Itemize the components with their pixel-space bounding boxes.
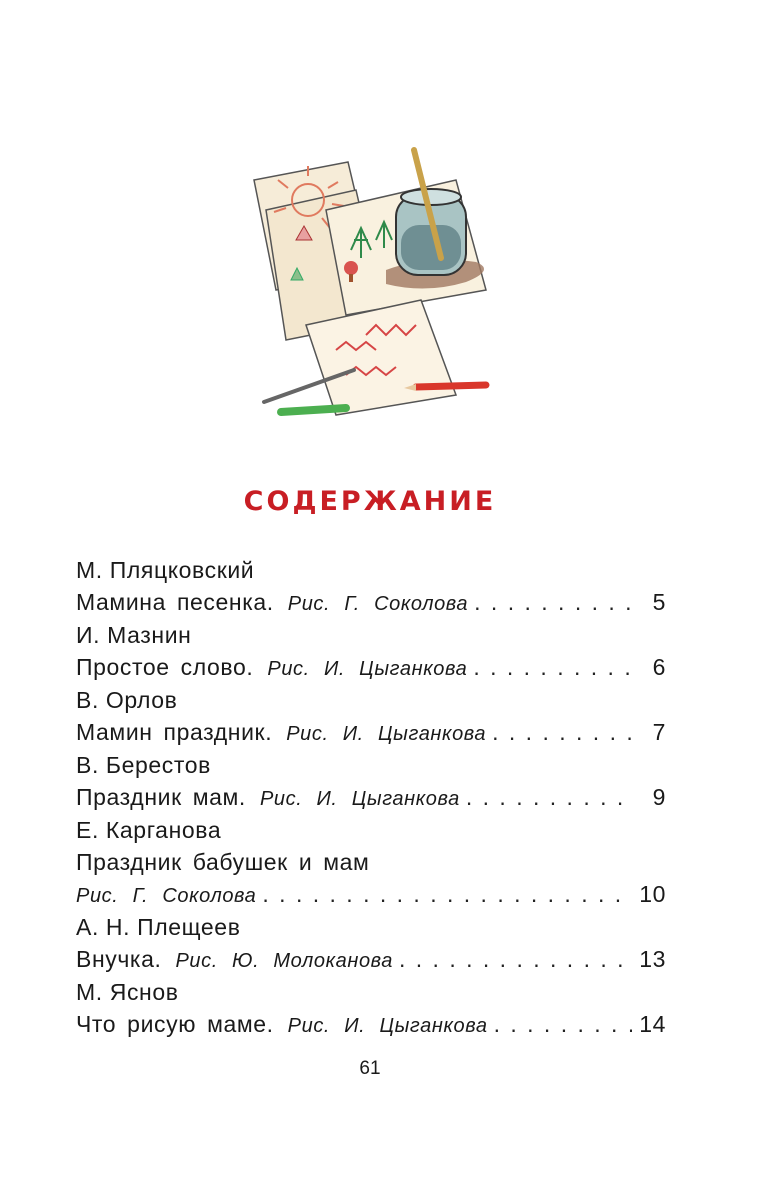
toc-entry (76, 749, 666, 813)
toc-title: Внучка. (76, 946, 162, 972)
toc-entry (76, 814, 666, 910)
toc-title: Праздник бабушек и мам (76, 849, 370, 875)
toc-page-number: 7 (652, 719, 666, 745)
toc-author: М. Яснов (76, 979, 179, 1005)
toc-entry (76, 619, 666, 683)
toc-page-number: 6 (652, 654, 666, 680)
toc-title-line[interactable] (76, 846, 666, 878)
toc-leader-dots (399, 943, 632, 975)
toc-title-line[interactable] (76, 1008, 666, 1040)
page-number: 61 (359, 1058, 381, 1079)
toc-title-line[interactable] (76, 651, 666, 683)
toc-author: А. Н. Плещеев (76, 914, 241, 940)
toc-page-number: 5 (652, 589, 666, 615)
toc-entry (76, 554, 666, 618)
toc-illustrator: Рис. Ю. Молоканова (175, 950, 393, 972)
toc-entry (76, 684, 666, 748)
toc-title: Мамина песенка. (76, 589, 274, 615)
toc-page-number: 13 (639, 946, 666, 972)
toc-title-line[interactable] (76, 781, 666, 813)
toc-author: Е. Карганова (76, 817, 222, 843)
toc-leader-dots (466, 781, 632, 813)
toc-illustrator: Рис. И. Цыганкова (287, 1015, 488, 1037)
toc-title: Праздник мам. (76, 784, 246, 810)
toc-illustrator: Рис. И. Цыганкова (259, 788, 460, 810)
toc-illustrator: Рис. И. Цыганкова (286, 723, 487, 745)
toc-page-number: 10 (639, 881, 666, 907)
toc-leader-dots (473, 651, 632, 683)
toc-leader-dots (262, 878, 632, 910)
toc-entry (76, 911, 666, 975)
toc-leader-dots (474, 586, 632, 618)
toc-title-line[interactable] (76, 586, 666, 618)
toc-page-number: 14 (639, 1011, 666, 1037)
toc-illustrator: Рис. Г. Соколова (287, 593, 469, 615)
toc-author: М. Пляцковский (76, 557, 255, 583)
toc-title-line[interactable] (76, 716, 666, 748)
toc-author: В. Орлов (76, 687, 178, 713)
toc-title: Что рисую маме. (76, 1011, 274, 1037)
contents-heading: СОДЕРЖАНИЕ (243, 486, 497, 517)
toc-title: Мамин праздник. (76, 719, 273, 745)
toc-title: Простое слово. (76, 654, 254, 680)
toc-page-number: 9 (652, 784, 666, 810)
toc-leader-dots (492, 716, 632, 748)
toc-leader-dots (494, 1008, 632, 1040)
drawings-illustration (236, 140, 536, 440)
toc-title-line[interactable] (76, 943, 666, 975)
toc-entry (76, 976, 666, 1040)
table-of-contents (76, 554, 666, 1041)
toc-illustrator: Рис. И. Цыганкова (267, 658, 468, 680)
toc-author: В. Берестов (76, 752, 211, 778)
toc-illustrator-line[interactable] (76, 878, 666, 910)
toc-author: И. Мазнин (76, 622, 192, 648)
toc-illustrator: Рис. Г. Соколова (76, 885, 257, 907)
